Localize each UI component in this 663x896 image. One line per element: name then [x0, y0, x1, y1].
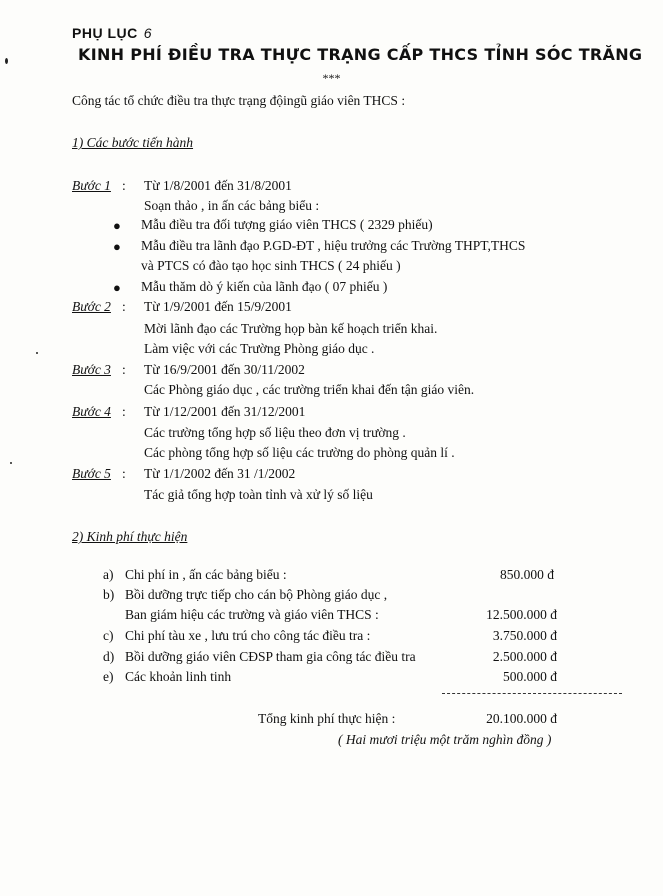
cost-item-a-letter: a): [103, 567, 114, 582]
step-1-bullet-2-cont: và PTCS có đào tạo học sinh THCS ( 24 phiếu ): [141, 258, 401, 273]
cost-item-c-text: Chi phí tàu xe , lưu trú cho công tác điều tra :: [125, 628, 371, 643]
section-2-heading: 2) Kinh phí thực hiện: [72, 529, 188, 544]
step-4-line-1: Các trường tổng hợp số liệu theo đơn vị trường .: [144, 425, 406, 440]
step-4-line-2: Các phòng tổng hợp số liệu các trường do phòng quản lí .: [144, 445, 455, 460]
cost-item-b-text: Bồi dưỡng trực tiếp cho cán bộ Phòng giáo dục ,: [125, 587, 388, 602]
appendix-heading: [72, 24, 152, 43]
bullet-dot: ●: [113, 239, 121, 254]
step-3-line-1: Các Phòng giáo dục , các trường triển khai đến tận giáo viên.: [144, 382, 475, 397]
step-1-bullet-3: Mẫu thăm dò ý kiến của lãnh đạo ( 07 phiếu ): [141, 279, 388, 294]
step-4-date: Từ 1/12/2001 đến 31/12/2001: [144, 404, 306, 419]
cost-item-a-text: Chi phí in , ấn các bảng biểu :: [125, 567, 287, 582]
cost-item-c-amount: 3.750.000 đ: [492, 628, 557, 643]
total-label: Tổng kinh phí thực hiện :: [258, 711, 396, 726]
step-2-line-1: Mời lãnh đạo các Trường họp bàn kế hoạch triển khai.: [144, 321, 438, 336]
total-separator: [442, 693, 622, 694]
step-1-bullet-1: Mẫu điều tra đối tượng giáo viên THCS ( 2329 phiếu): [141, 217, 433, 232]
scan-speck: [36, 352, 38, 354]
total-in-words: ( Hai mươi triệu một trăm nghìn đồng ): [338, 732, 552, 747]
document-title: KINH PHÍ ĐIỀU TRA THỰC TRẠNG CẤP THCS TỈNH SÓC TRĂNG: [78, 45, 643, 64]
total-amount: 20.100.000 đ: [486, 711, 557, 726]
cost-item-d-text: Bồi dưỡng giáo viên CĐSP tham gia công tác điều tra: [125, 649, 416, 664]
appendix-label: PHỤ LỤC: [72, 25, 138, 41]
step-1-label: Bước 1: [72, 178, 111, 193]
section-1-heading: 1) Các bước tiến hành: [72, 135, 194, 150]
cost-item-a-amount: 850.000 đ: [500, 567, 554, 582]
step-5-label: Bước 5: [72, 466, 111, 481]
cost-item-e-letter: e): [103, 669, 114, 684]
step-5-line-1: Tác giả tổng hợp toàn tỉnh và xử lý số liệu: [144, 487, 373, 502]
cost-item-e-text: Các khoản linh tinh: [125, 669, 232, 684]
cost-item-c-letter: c): [103, 628, 114, 643]
step-4-label: Bước 4: [72, 404, 111, 419]
step-2-date: Từ 1/9/2001 đến 15/9/2001: [144, 299, 292, 314]
step-2-label: Bước 2: [72, 299, 111, 314]
step-3-date: Từ 16/9/2001 đến 30/11/2002: [144, 362, 305, 377]
scan-speck: [5, 58, 8, 64]
cost-item-d-letter: d): [103, 649, 115, 664]
step-1-line-1: Soạn thảo , in ấn các bảng biểu :: [144, 198, 320, 213]
bullet-dot: ●: [113, 280, 121, 295]
cost-item-b-letter: b): [103, 587, 115, 602]
intro-text: Công tác tổ chức điều tra thực trạng độingũ giáo viên THCS :: [72, 93, 406, 108]
scan-speck: [10, 462, 12, 464]
step-1-bullet-2: Mẫu điều tra lãnh đạo P.GD-ĐT , hiệu trưởng các Trường THPT,THCS: [141, 238, 526, 253]
step-3-label: Bước 3: [72, 362, 111, 377]
cost-item-b-text-cont: Ban giám hiệu các trường và giáo viên THCS :: [125, 607, 379, 622]
step-1-date: Từ 1/8/2001 đến 31/8/2001: [144, 178, 292, 193]
cost-item-e-amount: 500.000 đ: [503, 669, 557, 684]
bullet-dot: ●: [113, 218, 121, 233]
title-separator: ***: [322, 71, 341, 85]
cost-item-d-amount: 2.500.000 đ: [492, 649, 557, 664]
step-5-date: Từ 1/1/2002 đến 31 /1/2002: [144, 466, 296, 481]
appendix-number: 6: [143, 25, 153, 41]
step-2-line-2: Làm việc với các Trường Phòng giáo dục .: [144, 341, 375, 356]
cost-item-b-amount: 12.500.000 đ: [486, 607, 557, 622]
document-page: PHỤ LỤC 6 KINH PHÍ ĐIỀU TRA THỰC TRẠNG CẤP THCS TỈNH SÓC TRĂNG *** Công tác tổ chức điều tra thực trạng độingũ giáo viên THCS : 1) Các bước tiến hành Bước 1 : Từ 1/8/2001 đến 31/8/2001 Soạn thảo , in ấn các bảng biểu : ● Mẫu điều tra đối tượng giáo viên THCS ( 2329 phiếu) ● Mẫu điều tra lãnh đạo P.GD-ĐT , hiệu trưởng các Trường THPT,THCS và PTCS có đào tạo học sinh THCS ( 24 phiếu ) ● Mẫu thăm dò ý kiến của lãnh đạo ( 07 phiếu ) Bước 2 : Từ 1/9/2001 đến 15/9/2001 Mời lãnh đạo các Trường họp bàn kế hoạch triển khai. Làm việc với các Trường Phòng giáo dục . Bước 3 : Từ 16/9/2001 đến 30/11/2002 Các Phòng giáo dục , các trường triển khai đến tận giáo viên. Bước 4 : Từ 1/12/2001 đến 31/12/2001 Các trường tổng hợp số liệu theo đơn vị trường . Các phòng tổng hợp số liệu các trường do phòng quản lí . Bước 5 : Từ 1/1/2002 đến 31 /1/2002 Tác giả tổng hợp toàn tỉnh và xử lý số liệu 2) Kinh phí thực hiện a) Chi phí in , ấn các bảng biểu : 850.000 đ b) Bồi dưỡng trực tiếp cho cán bộ Phòng giáo dục , Ban giám hiệu các trường và giáo viên THCS : 12.500.000 đ c) Chi phí tàu xe , lưu trú cho công tác điều tra : 3.750.000 đ d) Bồi dưỡng giáo viên CĐSP tham gia công tác điều tra 2.500.000 đ e) Các khoản linh tinh 500.000 đ Tổng kinh phí thực hiện : 20.100.000 đ ( Hai mươi triệu một trăm nghìn đồng ): [0, 0, 663, 896]
